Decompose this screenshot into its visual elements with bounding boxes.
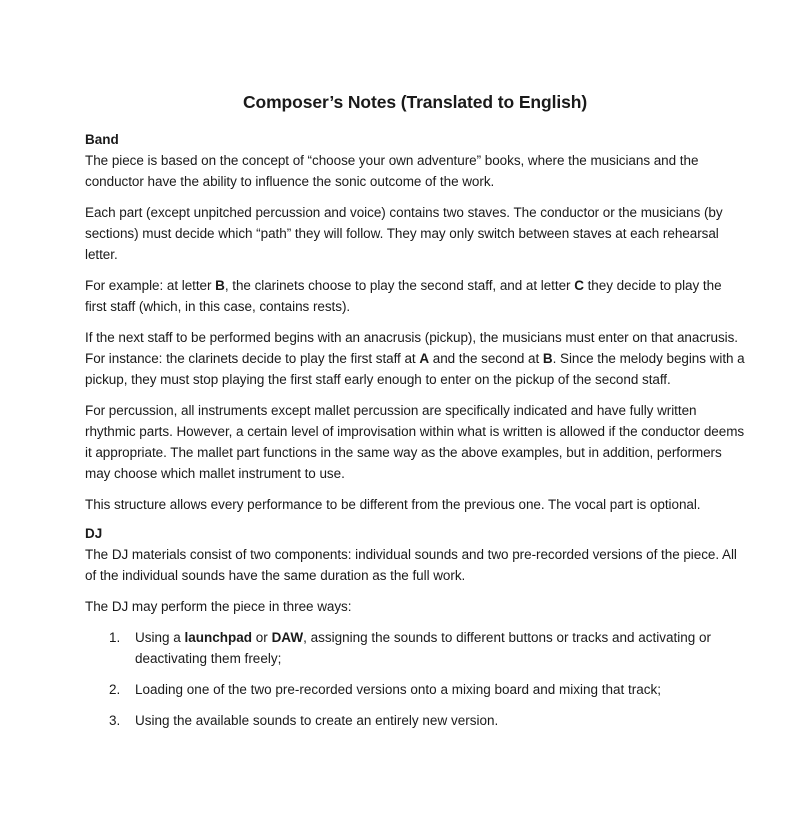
document-page <box>85 92 745 741</box>
launchpad-term: launchpad <box>184 630 253 645</box>
list-number: 3. <box>109 713 121 728</box>
daw-term: DAW <box>271 630 304 645</box>
text-run: and the second at <box>429 351 543 366</box>
dj-paragraph-1: The DJ materials consist of two components: individual sounds and two pre-recorded versions of the piece. All of the individual sounds have the same duration as the full work. <box>85 547 737 583</box>
rehearsal-letter-b: B <box>542 351 553 366</box>
band-paragraph-4 <box>85 327 745 390</box>
rehearsal-letter-b: B <box>215 278 225 293</box>
band-paragraph-6: This structure allows every performance to be different from the previous one. The vocal part is optional. <box>85 497 701 512</box>
band-paragraph-3 <box>85 275 745 317</box>
text-run: , the clarinets choose to play the second staff, and at letter <box>224 278 575 293</box>
rehearsal-letter-c: C <box>574 278 584 293</box>
band-paragraph-2: Each part (except unpitched percussion and voice) contains two staves. The conductor or the musicians (by sections) must decide which “path” they will follow. They may only switch between staves at each rehearsal letter. <box>85 205 723 262</box>
list-item <box>85 627 745 669</box>
text-run: For example: at letter <box>85 278 216 293</box>
list-number: 2. <box>109 682 121 697</box>
text-run: If the next staff to be performed begins with an anacrusis (pickup), the musicians must enter on that anacrusis. For instance: the clarinets decide to play the first staff at <box>85 330 738 366</box>
list-item <box>85 710 745 731</box>
text-run: . Since the melody begins with a pickup, they must stop playing the first staff early enough to enter on the pickup of the second staff. <box>85 351 745 387</box>
text-run: or <box>252 630 272 645</box>
band-paragraph-5: For percussion, all instruments except mallet percussion are specifically indicated and have fully written rhythmic parts. However, a certain level of improvisation within what is written is allowed if the conductor deems it appropriate. The mallet part functions in the same way as the above examples, but in addition, performers may choose which mallet instrument to use. <box>85 403 745 481</box>
list-item-text: Using the available sounds to create an entirely new version. <box>135 713 499 728</box>
dj-options-list <box>85 627 745 731</box>
text-run: Using a <box>135 630 185 645</box>
text-run: they decide to play the first staff (which, in this case, contains rests). <box>85 278 722 314</box>
list-item-text: Loading one of the two pre-recorded versions onto a mixing board and mixing that track; <box>135 682 662 697</box>
text-run: , assigning the sounds to different buttons or tracks and activating or deactivating them freely; <box>135 630 712 666</box>
page-title: Composer’s Notes (Translated to English) <box>242 92 588 112</box>
list-item <box>85 679 745 700</box>
dj-heading: DJ <box>85 526 103 541</box>
dj-paragraph-2: The DJ may perform the piece in three ways: <box>85 599 352 614</box>
rehearsal-letter-a: A <box>419 351 430 366</box>
band-heading: Band <box>85 132 119 147</box>
list-number: 1. <box>109 630 121 645</box>
list-item-text <box>135 627 745 669</box>
band-paragraph-1: The piece is based on the concept of “choose your own adventure” books, where the musicians and the conductor have the ability to influence the sonic outcome of the work. <box>85 153 699 189</box>
